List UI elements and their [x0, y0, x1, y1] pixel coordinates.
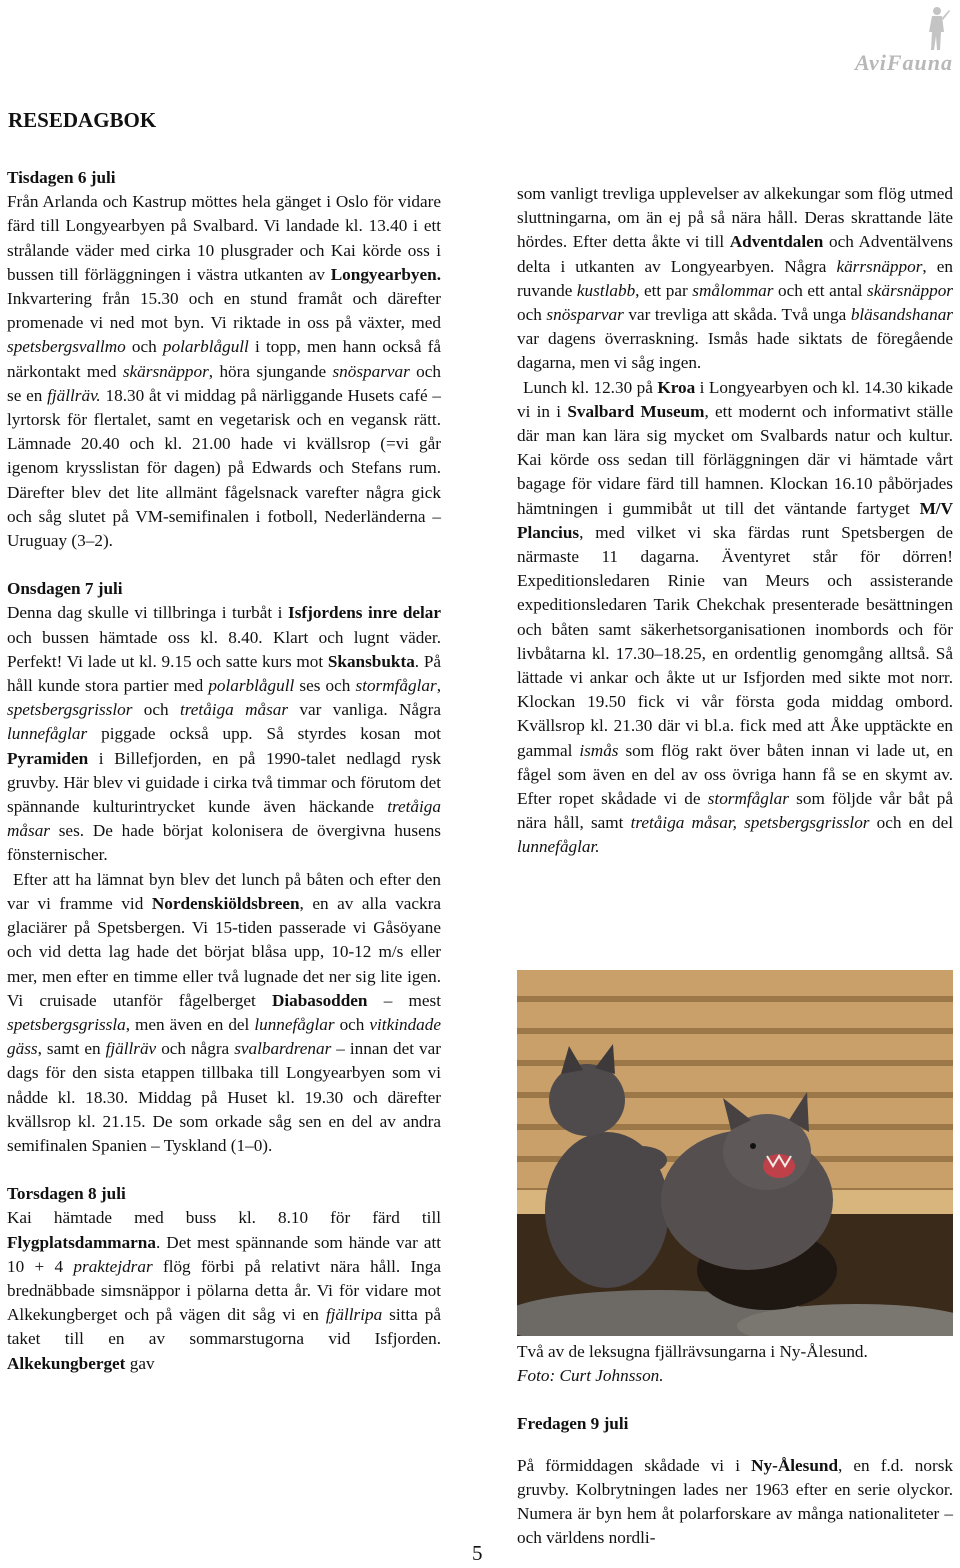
text-run: , [436, 676, 441, 696]
text-run: . Det mest spännande som hände var att 10 + 4 [7, 1232, 441, 1276]
wednesday-body [7, 601, 441, 1158]
brand-name: AviFauna [854, 50, 953, 75]
species-name: spetsbergsvallmo [7, 337, 126, 357]
text-run: Efter att ha lämnat byn blev det lunch på båten och efter den var vi framme vid [7, 869, 441, 913]
text-run: som flög rakt över båten innan vi lade ut, en fågel som även en del av oss övriga hann få se en skymt av. Efter ropet skådade vi de [517, 740, 953, 809]
paragraph [517, 376, 953, 860]
species-name: svalbardrenar [234, 1039, 332, 1059]
text-run: och bussen hämtade oss kl. 8.40. Klart och lugnt väder. Perfekt! Vi lade ut kl. 9.15 och satte kurs mot [7, 627, 441, 671]
text-run: i topp, men hann också få närkontakt med [7, 337, 441, 381]
paragraph [7, 190, 441, 553]
bold-place-name: Nordenskiöldsbreen [151, 893, 300, 913]
text-run: och en del [869, 813, 954, 833]
text-run: , en ruvande [517, 256, 953, 300]
species-name: stormfåglar [355, 676, 437, 696]
species-name: kustlabb [576, 280, 636, 300]
right-column [517, 182, 953, 860]
page-number: 5 [472, 1541, 483, 1565]
document-title: RESEDAGBOK [8, 108, 157, 132]
text-run: Från Arlanda och Kastrup möttes hela gänget i Oslo för vidare färd till Longyearbyen på Svalbard. Vi landade kl. 13.40 i ett strålande väder med cirka 10 plusgrader och Kai körde oss i bussen till förläggningen i västra utkanten av [7, 192, 441, 284]
arctic-fox-cubs-photo [517, 970, 953, 1336]
bold-place-name: Alkekungberget [7, 1353, 126, 1373]
species-name: fjällräv. [47, 385, 101, 405]
text-run: Kai hämtade med buss kl. 8.10 för färd till [7, 1208, 441, 1228]
tuesday-body [7, 190, 441, 553]
text-run: och [125, 337, 163, 357]
species-name: polarblågull [162, 337, 249, 357]
species-name: lunnefåglar [7, 724, 88, 744]
species-name: kärrsnäppor [836, 256, 923, 276]
day-heading-friday: Fredagen 9 juli [517, 1414, 629, 1434]
text-run: . På håll kunde stora partier med [7, 651, 442, 696]
text-run: – mest [367, 990, 441, 1010]
text-run: var vanliga. Några [288, 700, 441, 720]
day-heading-thursday: Torsdagen 8 juli [7, 1184, 126, 1204]
species-name: polarblågull [208, 676, 295, 696]
text-run: 18.30 åt vi middag på närliggande Husets café – lyrtorsk för flertalet, samt en vegetarisk och en vegansk rätt. Lämnade 20.40 och kl. 21.00 hade vi kvällsrop (=vi går igenom krysslistan för dagen) på Edwards och Stefans rum. Därefter blev det lite allmänt fågelsnack varefter några gick och såg slutet på VM-semifinalen i fotboll, Nederländerna – Uruguay (3–2). [7, 385, 442, 551]
text-run: och [517, 305, 547, 325]
species-name: lunnefåglar. [517, 837, 600, 857]
bold-place-name: Flygplatsdammarna [7, 1232, 156, 1252]
thursday-body [7, 1206, 441, 1375]
species-name: tretåiga måsar, spetsbergsgrisslor [630, 813, 870, 833]
thursday-continued-body [517, 182, 953, 860]
bold-place-name: Isfjordens inre delar [288, 603, 442, 623]
fox-cubs-illustration [517, 970, 953, 1336]
species-name: snösparvar [546, 305, 624, 325]
paragraph [517, 1454, 953, 1551]
day-heading-wednesday: Onsdagen 7 juli [7, 579, 123, 599]
text-run: , men även en del [125, 1014, 255, 1034]
text-run: flög förbi på relativt nära håll. Inga brednäbbade simsnäppor i pölarna detta år. Vi för vidare mot Alkekungberget och på vägen dit såg vi en [7, 1256, 441, 1325]
paragraph [7, 1206, 441, 1375]
text-run: Lunch kl. 12.30 på [523, 377, 658, 397]
species-name: skärsnäppor [867, 280, 953, 300]
text-run: i Billefjorden, en på 1990-talet nedlagd rysk gruvby. Här blev vi guidade i cirka två timmar och förutom det spännande kulturintrycket kunde även häckande [7, 748, 441, 817]
bold-place-name: Ny-Ålesund [751, 1455, 839, 1475]
bold-place-name: Svalbard Museum [567, 401, 705, 421]
text-run: och [132, 700, 180, 720]
bold-place-name: Pyramiden [7, 748, 89, 768]
text-run: , samt en [37, 1039, 106, 1059]
paragraph [517, 182, 953, 376]
species-name: smålommar [692, 280, 774, 300]
bold-place-name: Diabasodden [271, 990, 368, 1010]
text-run: och ett antal [773, 280, 868, 300]
species-name: skärsnäppor [122, 361, 209, 381]
photo-caption [517, 1340, 953, 1568]
species-name: fjällräv [105, 1039, 157, 1059]
text-run: gav [125, 1353, 155, 1373]
text-run: , ett par [635, 280, 693, 300]
species-name: vitkindade gäss [7, 1014, 441, 1059]
bold-place-name: Adventdalen [729, 232, 824, 252]
text-run: och några [156, 1039, 235, 1059]
text-run: var trevliga att skåda. Två unga [623, 305, 851, 325]
species-name: tretåiga måsar [7, 797, 441, 841]
bold-place-name: M/V Plancius [517, 498, 953, 542]
day-heading-tuesday: Tisdagen 6 juli [7, 168, 116, 187]
species-name: lunnefåglar [254, 1014, 335, 1034]
birdwatcher-silhouette-icon [921, 6, 951, 52]
text-run: som följde vår båt på nära håll, samt [517, 789, 953, 833]
avifauna-logo [780, 6, 955, 76]
caption-credit: Foto: Curt Johnsson. [517, 1366, 664, 1386]
text-run: och Adventälvens delta i utkanten av Longyearbyen. Några [517, 232, 953, 276]
paragraph [7, 601, 441, 867]
text-run: som vanligt trevliga upplevelser av alkekungar som flög utmed sluttningarna, om än ej på så nära håll. Deras skrattande läte hördes. Efter detta åkte vi till [517, 184, 953, 252]
text-run: var dagens överraskning. Ismås hade siktats de föregående dagarna, men vi såg ingen. [517, 329, 953, 373]
species-name: ismås [579, 740, 619, 760]
text-run: och [334, 1014, 370, 1034]
species-name: tretåiga måsar [179, 700, 289, 720]
caption-text: Två av de leksugna fjällrävsungarna i Ny-Ålesund. [517, 1342, 868, 1361]
species-name: spetsbergsgrisslor [7, 700, 133, 720]
text-run: piggade också upp. Så styrdes kosan mot [87, 724, 441, 744]
bold-place-name: Longyearbyen. [330, 264, 441, 284]
text-run: ses och [294, 676, 356, 696]
text-run: ses. De hade börjat kolonisera de övergivna husens fönsternischer. [7, 821, 441, 865]
species-name: spetsbergsgrissla [7, 1014, 126, 1034]
species-name: praktejdrar [73, 1256, 153, 1276]
bold-place-name: Skansbukta [327, 651, 415, 671]
bold-place-name: Kroa [657, 377, 696, 397]
species-name: bläsandshanar [850, 305, 953, 325]
text-run: sitta på taket till en av sommarstugorna vid Isfjorden. [7, 1305, 441, 1349]
paragraph [7, 868, 441, 1158]
text-run: och se en [7, 361, 442, 405]
friday-body [517, 1454, 953, 1551]
left-column [7, 166, 441, 1376]
text-run: Inkvartering från 15.30 och en stund framåt och därefter promenade vi ned mot byn. Vi riktade in oss på växter, med [7, 289, 441, 333]
text-run: På förmiddagen skådade vi i [517, 1455, 752, 1475]
text-run: , en f.d. norsk gruvby. Kolbrytningen lades ner 1963 efter en serie olyckor. Numera är byn hem åt polarforskare av många nationaliteter – och världens nordli- [517, 1455, 953, 1548]
text-run: , ett modernt och informativt ställe där man kan lära sig mycket om Svalbards natur och kultur. Kai körde oss sedan till förläggningen där vi hämtade vårt bagage för vidare färd till hamnen. Klockan 16.10 påbörjades hämtningen i gummibåt ut till det väntande fartyget [517, 401, 954, 518]
text-run: , en av alla vackra glaciärer på Spetsbergen. Vi 15-tiden passerade vi Gåsöyane och vid detta lag hade det börjat blåsa upp, 10-12 m/s eller mer, men efter en timme eller två lugnade det ner sig lite igen. Vi cruisade utanför fågelberget [7, 893, 441, 1010]
text-run: – innan det var dags för den sista etappen tillbaka till Longyearbyen som vi nådde kl. 18.30. Middag på Huset kl. 19.30 och därefter kvällsrop kl. 21.15. De som orkade såg sen en del av andra semifinalen Spanien – Tyskland (1–0). [7, 1039, 441, 1155]
species-name: stormfåglar [707, 789, 789, 809]
text-run: Denna dag skulle vi tillbringa i turbåt i [7, 603, 288, 623]
species-name: fjällripa [325, 1305, 383, 1325]
species-name: snösparvar [332, 361, 410, 381]
text-run: , höra sjungande [208, 361, 333, 381]
text-run: , med vilket vi ska färdas runt Spetsbergen de närmaste 11 dagarna. Äventyret står för dörren! Expeditionsledaren Rinie van Meurs och assisterande expeditionsledaren Tarik Chekchak presenterade besättningen och båten samt säkerhetsorganisationen inombords och för livbåtarna kl. 17.30–18.25, en ordentlig genomgång alltså. Så lättade vi ankar och åkte ut ur Isfjorden med sikte mot norr. Klockan 19.50 fick vi vår första goda middag ombord. Kvällsrop kl. 21.30 där vi bl.a. fick med att Åke upptäckte en gammal [517, 522, 953, 760]
text-run: i Longyearbyen och kl. 14.30 kikade vi in i [517, 377, 953, 421]
